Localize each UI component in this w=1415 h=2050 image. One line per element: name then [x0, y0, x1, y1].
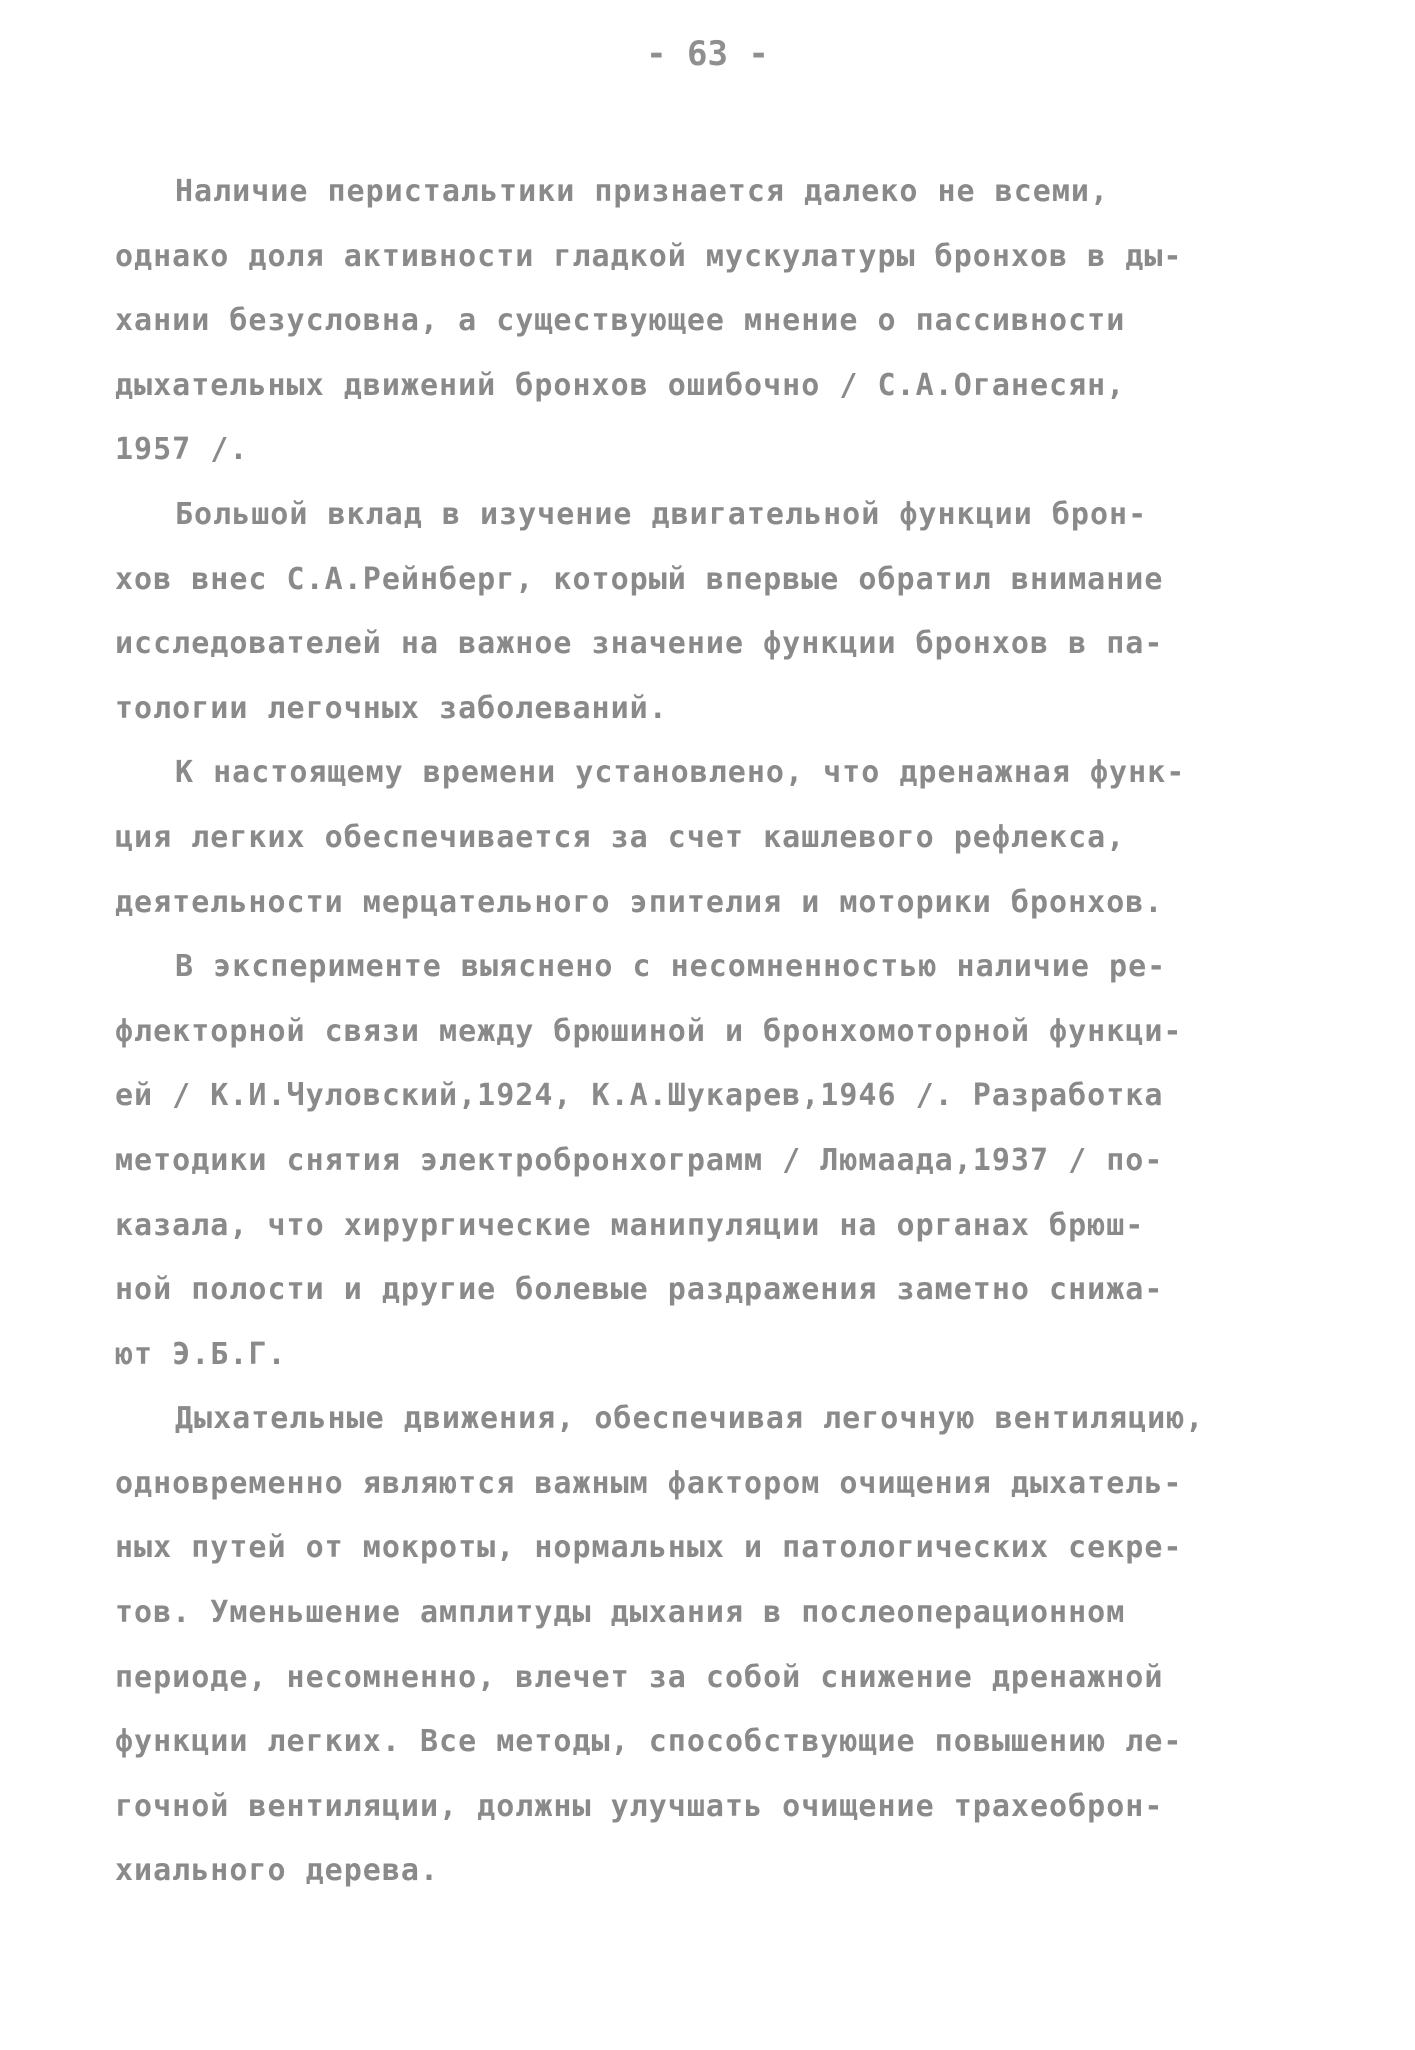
text-line: одновременно являются важным фактором очищения дыхатель-: [115, 1465, 1183, 1501]
text-line: В эксперименте выяснено с несомненностью наличие ре-: [175, 949, 1167, 985]
text-line: хиального дерева.: [115, 1853, 440, 1889]
text-line: казала, что хирургические манипуляции на органах брюш-: [115, 1207, 1145, 1243]
text-line: периоде, несомненно, влечет за собой снижение дренажной: [115, 1659, 1164, 1695]
text-line: К настоящему времени установлено, что дренажная функ-: [175, 755, 1186, 791]
text-line: исследователей на важное значение функции бронхов в па-: [115, 626, 1164, 662]
text-line: дыхательных движений бронхов ошибочно / С.А.Оганесян,: [115, 367, 1126, 403]
text-line: хов внес С.А.Рейнберг, который впервые обратил внимание: [115, 561, 1164, 597]
text-line: тов. Уменьшение амплитуды дыхания в послеоперационном: [115, 1595, 1126, 1631]
text-line: флекторной связи между брюшиной и бронхомоторной функци-: [115, 1013, 1183, 1049]
text-line: Дыхательные движения, обеспечивая легочную вентиляцию,: [175, 1401, 1205, 1437]
text-line: хании безусловна, а существующее мнение о пассивности: [115, 303, 1126, 339]
text-line: однако доля активности гладкой мускулатуры бронхов в ды-: [115, 238, 1183, 274]
text-line: функции легких. Все методы, способствующие повышению ле-: [115, 1724, 1183, 1760]
text-line: 1957 /.: [115, 432, 249, 468]
body-text: [115, 160, 1345, 1904]
text-line: ной полости и другие болевые раздражения заметно снижа-: [115, 1272, 1164, 1308]
text-line: ей / К.И.Чуловский,1924, К.А.Шукарев,1946 /. Разработка: [115, 1078, 1164, 1114]
text-line: ных путей от мокроты, нормальных и патологических секре-: [115, 1530, 1183, 1566]
page-number: - 63 -: [646, 34, 769, 74]
text-line: методики снятия электробронхограмм / Люмаада,1937 / по-: [115, 1142, 1164, 1178]
text-line: Наличие перистальтики признается далеко не всеми,: [175, 174, 1110, 209]
text-line: ют Э.Б.Г.: [115, 1336, 287, 1372]
text-line: Большой вклад в изучение двигательной функции брон-: [175, 496, 1148, 532]
text-line: тологии легочных заболеваний.: [115, 690, 668, 726]
text-line: ция легких обеспечивается за счет кашлевого рефлекса,: [115, 819, 1126, 855]
text-line: гочной вентиляции, должны улучшать очищение трахеоброн-: [115, 1788, 1164, 1824]
text-line: деятельности мерцательного эпителия и моторики бронхов.: [115, 884, 1164, 920]
